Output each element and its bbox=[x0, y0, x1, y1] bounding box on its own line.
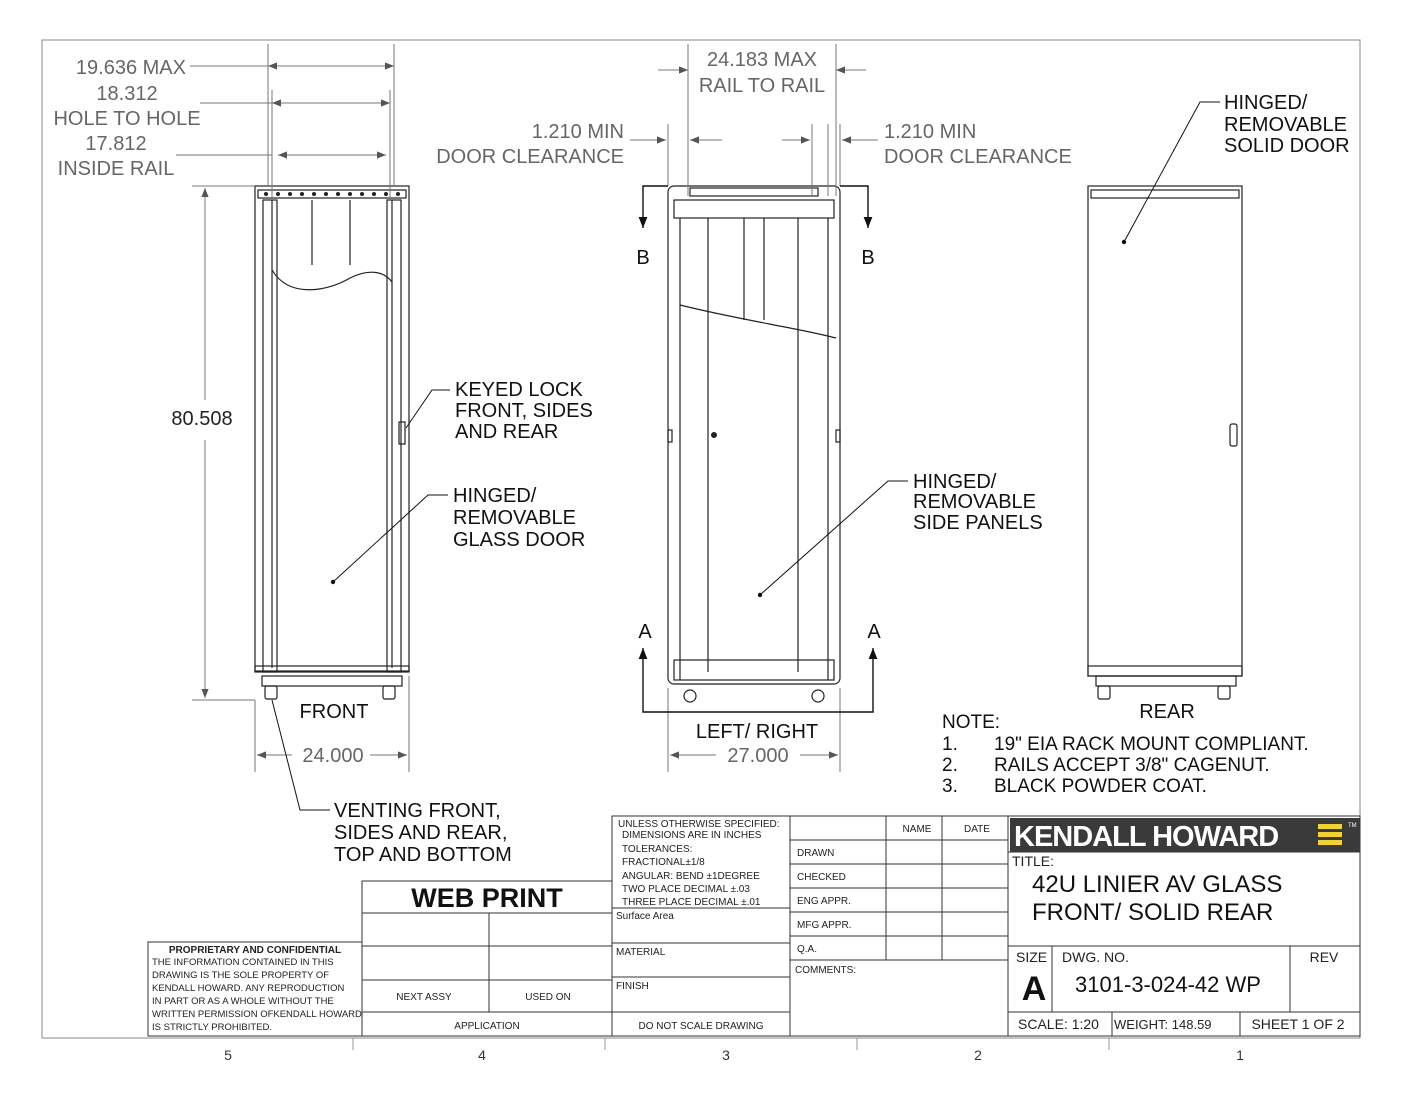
material-label: MATERIAL bbox=[616, 947, 666, 958]
callout-glass-door-2: REMOVABLE bbox=[453, 507, 576, 529]
row-checked: CHECKED bbox=[797, 872, 846, 883]
proprietary-line-1: THE INFORMATION CONTAINED IN THIS bbox=[152, 957, 334, 968]
tolerance-line-4: FRACTIONAL±1/8 bbox=[622, 857, 705, 868]
company-logo-mark bbox=[1318, 824, 1342, 845]
tolerance-line-7: THREE PLACE DECIMAL ±.01 bbox=[622, 897, 761, 908]
dim-door-clearance-left-value: 1.210 MIN bbox=[531, 121, 624, 143]
callout-glass-door-3: GLASS DOOR bbox=[453, 529, 586, 551]
rear-view bbox=[1088, 186, 1242, 699]
callout-solid-door-2: REMOVABLE bbox=[1224, 114, 1347, 136]
callout-side-panels-3: SIDE PANELS bbox=[913, 512, 1043, 534]
callout-keyed-lock-1: KEYED LOCK bbox=[455, 379, 583, 401]
company-logo-text: KENDALL HOWARD bbox=[1014, 821, 1279, 853]
view-label-front: FRONT bbox=[299, 701, 369, 723]
front-vent-dots bbox=[264, 192, 400, 196]
dim-max-width: 19.636 MAX bbox=[75, 57, 186, 79]
note-3-text: BLACK POWDER COAT. bbox=[994, 776, 1207, 797]
proprietary-line-6: IS STRICTLY PROHIBITED. bbox=[152, 1022, 273, 1033]
drawing-title-line-1: 42U LINIER AV GLASS bbox=[1032, 871, 1283, 898]
callout-keyed-lock-3: AND REAR bbox=[455, 421, 559, 443]
section-label-b-left: B bbox=[636, 247, 650, 269]
drawing-title-line-2: FRONT/ SOLID REAR bbox=[1032, 899, 1274, 926]
col-date-header: DATE bbox=[964, 824, 990, 835]
proprietary-line-3: KENDALL HOWARD. ANY REPRODUCTION bbox=[152, 983, 345, 994]
view-label-side: LEFT/ RIGHT bbox=[695, 721, 819, 743]
row-qa: Q.A. bbox=[797, 944, 818, 955]
do-not-scale-label: DO NOT SCALE DRAWING bbox=[638, 1021, 764, 1032]
callout-glass-door-1: HINGED/ bbox=[453, 485, 537, 507]
callout-side-panels-2: REMOVABLE bbox=[913, 491, 1036, 513]
row-mfg-appr: MFG APPR. bbox=[797, 920, 852, 931]
callout-venting-2: SIDES AND REAR, bbox=[334, 822, 508, 844]
dim-inside-rail-label: INSIDE RAIL bbox=[57, 158, 175, 180]
dim-door-clearance-right-value: 1.210 MIN bbox=[884, 121, 977, 143]
dim-front-width: 24.000 bbox=[302, 745, 364, 767]
proprietary-title: PROPRIETARY AND CONFIDENTIAL bbox=[168, 945, 342, 956]
size-label: SIZE bbox=[1016, 949, 1048, 965]
row-eng-appr: ENG APPR. bbox=[797, 896, 851, 907]
comments-label: COMMENTS: bbox=[795, 965, 857, 976]
finish-label: FINISH bbox=[616, 981, 649, 992]
section-label-a-left: A bbox=[638, 621, 652, 643]
note-2-text: RAILS ACCEPT 3/8" CAGENUT. bbox=[994, 755, 1270, 776]
proprietary-line-4: IN PART OR AS A WHOLE WITHOUT THE bbox=[152, 996, 334, 1007]
section-label-a-right: A bbox=[867, 621, 881, 643]
callout-side-panels-1: HINGED/ bbox=[913, 471, 997, 493]
zone-1: 1 bbox=[1236, 1047, 1244, 1063]
note-3-num: 3. bbox=[942, 776, 958, 797]
note-1-num: 1. bbox=[942, 734, 958, 755]
zone-2: 2 bbox=[974, 1047, 982, 1063]
view-label-rear: REAR bbox=[1139, 701, 1195, 723]
section-markers bbox=[643, 186, 873, 712]
dim-side-depth: 27.000 bbox=[727, 745, 789, 767]
weight-label: WEIGHT: 148.59 bbox=[1114, 1017, 1212, 1032]
zone-3: 3 bbox=[722, 1047, 730, 1063]
callout-solid-door-3: SOLID DOOR bbox=[1224, 135, 1350, 157]
proprietary-line-5: WRITTEN PERMISSION OFKENDALL HOWARD bbox=[152, 1009, 362, 1020]
tolerance-line-6: TWO PLACE DECIMAL ±.03 bbox=[622, 884, 750, 895]
trademark-symbol: TM bbox=[1348, 823, 1357, 829]
tolerance-line-1: UNLESS OTHERWISE SPECIFIED: bbox=[618, 819, 780, 830]
tolerance-line-3: TOLERANCES: bbox=[622, 844, 693, 855]
dim-rail-to-rail-value: 24.183 MAX bbox=[706, 49, 818, 71]
note-2-num: 2. bbox=[942, 755, 958, 776]
dim-hole-to-hole-value: 18.312 bbox=[96, 83, 158, 105]
scale-label: SCALE: 1:20 bbox=[1018, 1016, 1099, 1032]
callout-venting-1: VENTING FRONT, bbox=[334, 800, 501, 822]
front-view bbox=[255, 186, 409, 699]
next-assy-label: NEXT ASSY bbox=[396, 992, 452, 1003]
dim-rail-to-rail-label: RAIL TO RAIL bbox=[698, 75, 826, 97]
zone-4: 4 bbox=[478, 1047, 486, 1063]
section-label-b-right: B bbox=[861, 247, 875, 269]
callout-solid-door-1: HINGED/ bbox=[1224, 92, 1308, 114]
side-lock-dot bbox=[711, 432, 717, 438]
dim-door-clearance-left-label: DOOR CLEARANCE bbox=[436, 146, 624, 168]
callout-leaders bbox=[272, 102, 1220, 810]
notes-heading: NOTE: bbox=[942, 712, 1001, 733]
surface-area-label: Surface Area bbox=[616, 911, 674, 922]
size-value: A bbox=[1021, 970, 1047, 1008]
dim-door-clearance-right-label: DOOR CLEARANCE bbox=[884, 146, 1072, 168]
dim-height: 80.508 bbox=[171, 408, 233, 430]
zone-ticks bbox=[353, 1038, 1109, 1050]
callout-keyed-lock-2: FRONT, SIDES bbox=[455, 400, 593, 422]
title-label: TITLE: bbox=[1012, 853, 1055, 869]
used-on-label: USED ON bbox=[525, 992, 571, 1003]
zone-5: 5 bbox=[224, 1047, 232, 1063]
callout-venting-3: TOP AND BOTTOM bbox=[334, 844, 512, 866]
dwg-no-value: 3101-3-024-42 WP bbox=[1075, 972, 1261, 997]
dim-hole-to-hole-label: HOLE TO HOLE bbox=[53, 108, 201, 130]
dwg-no-label: DWG. NO. bbox=[1062, 949, 1129, 965]
proprietary-line-2: DRAWING IS THE SOLE PROPERTY OF bbox=[152, 970, 330, 981]
tolerance-line-5: ANGULAR: BEND ±1DEGREE bbox=[622, 871, 760, 882]
side-view bbox=[668, 186, 840, 702]
tolerance-line-2: DIMENSIONS ARE IN INCHES bbox=[622, 830, 762, 841]
dim-inside-rail-value: 17.812 bbox=[85, 133, 147, 155]
row-drawn: DRAWN bbox=[797, 848, 835, 859]
rev-label: REV bbox=[1309, 949, 1339, 965]
application-label: APPLICATION bbox=[454, 1021, 520, 1032]
note-1-text: 19" EIA RACK MOUNT COMPLIANT. bbox=[994, 734, 1309, 755]
web-print-label: WEB PRINT bbox=[411, 883, 563, 913]
col-name-header: NAME bbox=[902, 824, 932, 835]
sheet-label: SHEET 1 OF 2 bbox=[1251, 1016, 1345, 1032]
